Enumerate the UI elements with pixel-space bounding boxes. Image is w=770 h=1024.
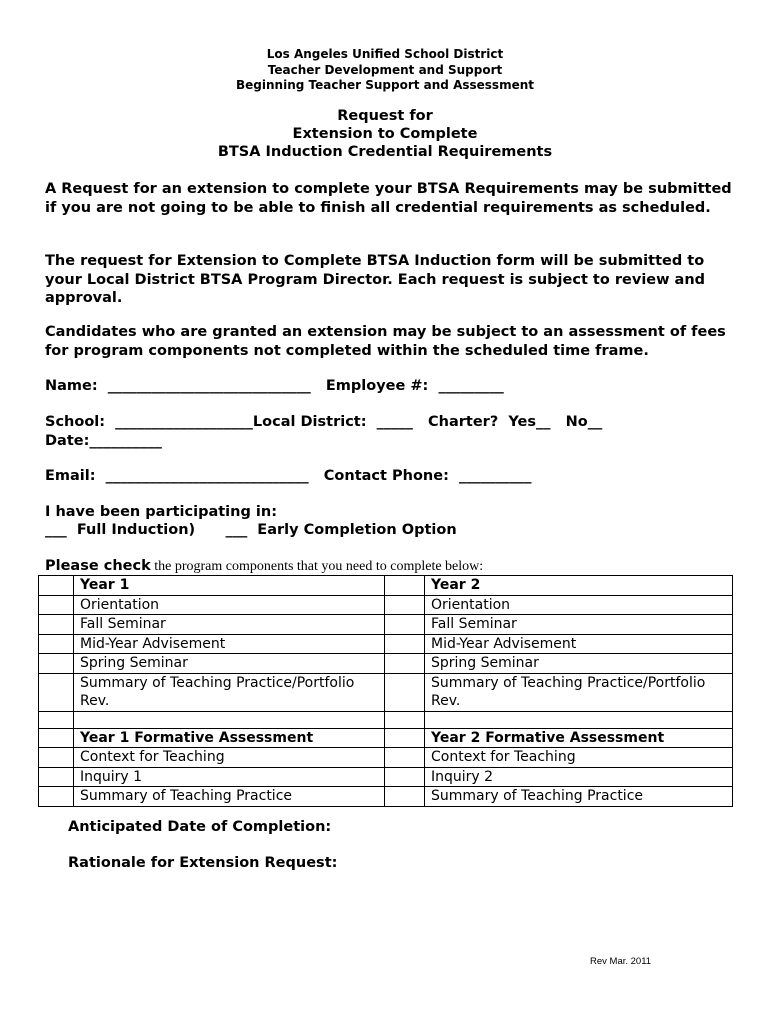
participating-label: I have been participating in: bbox=[45, 504, 277, 520]
year2-component: Year 2 bbox=[425, 576, 733, 596]
title-line-2: Extension to Complete bbox=[292, 126, 478, 142]
induction-options[interactable]: ___ Full Induction) ___ Early Completion Option bbox=[45, 522, 457, 538]
year2-checkbox-cell[interactable] bbox=[385, 595, 425, 615]
year2-component: Fall Seminar bbox=[425, 615, 733, 635]
year1-checkbox-cell[interactable] bbox=[39, 634, 74, 654]
year1-component: Context for Teaching bbox=[74, 748, 385, 768]
rationale-label: Rationale for Extension Request: bbox=[68, 855, 338, 871]
year2-component: Mid-Year Advisement bbox=[425, 634, 733, 654]
table-row bbox=[39, 595, 733, 615]
year2-checkbox-cell[interactable] bbox=[385, 576, 425, 596]
year2-checkbox-cell[interactable] bbox=[385, 615, 425, 635]
district-header bbox=[0, 47, 770, 94]
year1-checkbox-cell[interactable] bbox=[39, 767, 74, 787]
year1-checkbox-cell[interactable] bbox=[39, 748, 74, 768]
year2-component: Year 2 Formative Assessment bbox=[425, 728, 733, 748]
year1-checkbox-cell[interactable] bbox=[39, 654, 74, 674]
check-instruction bbox=[45, 558, 483, 575]
intro-paragraph: A Request for an extension to complete your BTSA Requirements may be submitted if you are not going to be able to finish all credential requirements as scheduled. bbox=[45, 181, 732, 216]
year1-component: Orientation bbox=[74, 595, 385, 615]
table-row bbox=[39, 748, 733, 768]
year1-component: Summary of Teaching Practice/Portfolio Rev. bbox=[74, 673, 385, 711]
year2-checkbox-cell[interactable] bbox=[385, 654, 425, 674]
fees-paragraph: Candidates who are granted an extension may be subject to an assessment of fees for program components not completed within the scheduled time frame. bbox=[45, 324, 726, 359]
year2-component bbox=[425, 711, 733, 728]
revision-note: Rev Mar. 2011 bbox=[590, 956, 652, 967]
year2-component: Summary of Teaching Practice bbox=[425, 787, 733, 807]
year1-component: Inquiry 1 bbox=[74, 767, 385, 787]
table-row bbox=[39, 711, 733, 728]
check-instruction-bold: Please check bbox=[45, 558, 151, 574]
year2-checkbox-cell[interactable] bbox=[385, 767, 425, 787]
email-phone-line[interactable]: Email: ____________________________ Contact Phone: __________ bbox=[45, 468, 532, 484]
year1-checkbox-cell[interactable] bbox=[39, 728, 74, 748]
date-line[interactable]: Date:__________ bbox=[45, 433, 162, 449]
title-line-1: Request for bbox=[337, 108, 433, 124]
form-title bbox=[0, 107, 770, 161]
school-district-line[interactable]: School: ___________________Local District: _____ Charter? Yes__ No__ bbox=[45, 414, 603, 430]
year1-checkbox-cell[interactable] bbox=[39, 615, 74, 635]
year1-checkbox-cell[interactable] bbox=[39, 576, 74, 596]
anticipated-date-label: Anticipated Date of Completion: bbox=[68, 819, 332, 835]
district-name: Los Angeles Unified School District bbox=[266, 47, 504, 61]
year2-component: Summary of Teaching Practice/Portfolio Rev. bbox=[425, 673, 733, 711]
year1-component: Fall Seminar bbox=[74, 615, 385, 635]
year2-checkbox-cell[interactable] bbox=[385, 673, 425, 711]
table-row bbox=[39, 576, 733, 596]
components-table bbox=[38, 575, 733, 807]
table-row bbox=[39, 787, 733, 807]
table-row bbox=[39, 673, 733, 711]
year1-component: Summary of Teaching Practice bbox=[74, 787, 385, 807]
year2-component: Spring Seminar bbox=[425, 654, 733, 674]
name-employee-line[interactable]: Name: ____________________________ Employee #: _________ bbox=[45, 378, 504, 394]
year1-checkbox-cell[interactable] bbox=[39, 787, 74, 807]
year2-checkbox-cell[interactable] bbox=[385, 728, 425, 748]
year1-component: Year 1 bbox=[74, 576, 385, 596]
year2-component: Inquiry 2 bbox=[425, 767, 733, 787]
table-row bbox=[39, 728, 733, 748]
table-row bbox=[39, 615, 733, 635]
year2-checkbox-cell[interactable] bbox=[385, 748, 425, 768]
year2-checkbox-cell[interactable] bbox=[385, 634, 425, 654]
year1-component: Spring Seminar bbox=[74, 654, 385, 674]
year1-component: Year 1 Formative Assessment bbox=[74, 728, 385, 748]
year2-checkbox-cell[interactable] bbox=[385, 711, 425, 728]
table-row bbox=[39, 654, 733, 674]
year1-checkbox-cell[interactable] bbox=[39, 673, 74, 711]
title-line-3: BTSA Induction Credential Requirements bbox=[217, 144, 553, 160]
year2-component: Orientation bbox=[425, 595, 733, 615]
program-name: Beginning Teacher Support and Assessment bbox=[236, 78, 534, 92]
check-instruction-rest: the program components that you need to complete below: bbox=[150, 559, 484, 574]
year1-checkbox-cell[interactable] bbox=[39, 711, 74, 728]
year2-component: Context for Teaching bbox=[425, 748, 733, 768]
submission-paragraph: The request for Extension to Complete BTSA Induction form will be submitted to your Local District BTSA Program Director. Each request is subject to review and approval. bbox=[45, 253, 706, 306]
table-row bbox=[39, 767, 733, 787]
year1-component bbox=[74, 711, 385, 728]
year2-checkbox-cell[interactable] bbox=[385, 787, 425, 807]
department-name: Teacher Development and Support bbox=[267, 62, 503, 77]
year1-component: Mid-Year Advisement bbox=[74, 634, 385, 654]
table-row bbox=[39, 634, 733, 654]
year1-checkbox-cell[interactable] bbox=[39, 595, 74, 615]
